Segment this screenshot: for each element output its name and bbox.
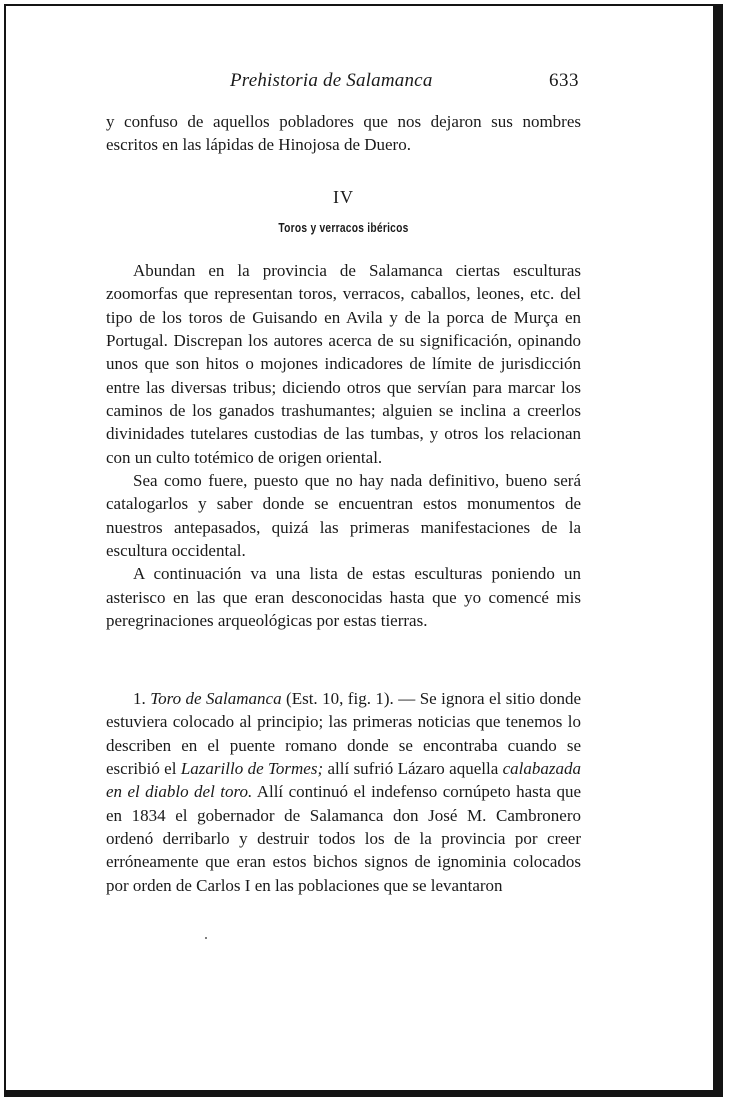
continuation-block [106,110,581,156]
running-title: Prehistoria de Salamanca [230,70,433,91]
entry-paragraph [106,687,581,897]
entry-reference: (Est. 10, fig. 1). — [286,689,420,708]
paragraph: Abundan en la provincia de Salamanca ciertas esculturas zoomorfas que representan toros, verracos, caballos, leones, etc. del tipo de los toros de Guisando en Avila y de la porca de Murça en Portugal. Discrepan los autores acerca de su significación, opinando unos que son hitos o mojones indicadores de límite de jurisdicción entre las diversas tribus; diciendo otros que servían para marcar los caminos de los ganados trashumantes; alguien se inclina a creerlos divinidades tutelares custodias de las tumbas, y otros los relacionan con un culto totémico de origen oriental. [106,261,581,467]
section-title: Toros y verracos ibéricos [278,221,409,235]
paragraph: A continuación va una lista de estas esculturas poniendo un asterisco en las que eran desconocidas hasta que yo comencé mis peregrinaciones arqueológicas por estas tierras. [106,564,581,631]
entry-text: Se ignora el sitio donde estuviera colocado al principio; las primeras noticias que tenemos lo describen en el puente romano donde se encontraba cuando se escribió el [106,689,582,779]
paragraph: Sea como fuere, puesto que no hay nada definitivo, bueno será catalogarlos y saber donde se encuentran estos monumentos de nuestros antepasados, quizá las primeras manifestaciones de la escultura occidental. [106,471,581,561]
entry-name: Toro de Salamanca [150,689,282,708]
catalog-entry [106,687,581,897]
section-body [106,259,581,633]
entry-text: allí sufrió Lázaro aquella [323,759,503,779]
work-title: Lazarillo de Tormes; [180,759,324,779]
continuation-paragraph: y confuso de aquellos pobladores que nos dejaron sus nombres escritos en las lápidas de Hinojosa de Duero. [106,112,581,155]
entry-number: 1. [133,689,146,708]
paper-speck [205,937,207,939]
running-head [106,70,581,94]
episode-title: calabazada en el diablo del toro. [106,759,582,802]
section-number: IV [333,187,354,207]
entry-text: Allí continuó el indefenso cornúpeto hasta que en 1834 el gobernador de Salamanca don José M. Cambronero ordenó derribarlo y destruir todos los de la provincia por creer erróneamente que eran estos bichos signos de ignominia colocados por orden de Carlos I en las poblaciones que se levantaron [106,782,581,895]
page-number: 633 [549,70,579,91]
